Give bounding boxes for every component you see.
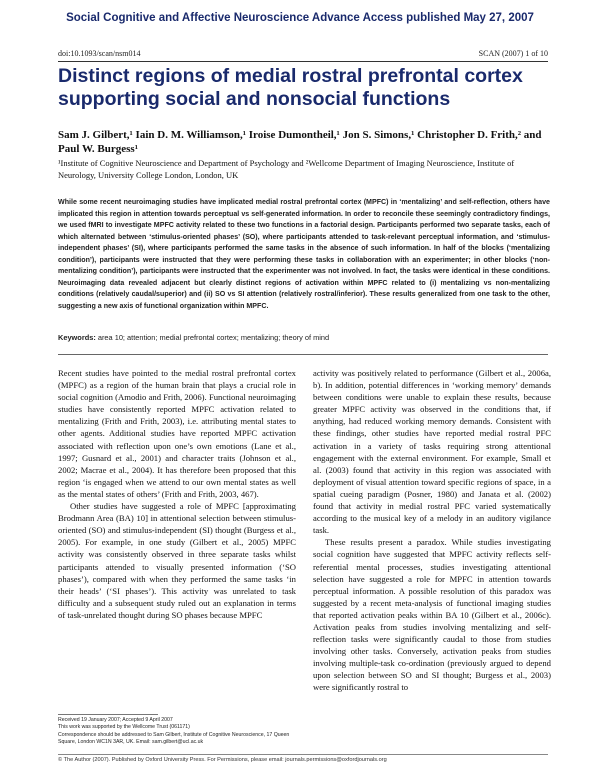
doi: doi:10.1093/scan/nsm014: [58, 49, 141, 58]
body-column-left: [58, 367, 296, 773]
correspondence: Correspondence should be addressed to Sam Gilbert, Institute of Cognitive Neuroscience, 17 Queen Square, London WC1N 3AR, UK. Email: sam.gilbert@ucl.ac.uk: [58, 731, 290, 746]
article-title: Distinct regions of medial rostral prefrontal cortex supporting social and nonsocial functions: [58, 65, 523, 110]
paragraph: Recent studies have pointed to the medial rostral prefrontal cortex (MPFC) as a region of the human brain that plays a crucial role in social cognition (Amodio and Frith, 2006). Functional neuroimaging studies have consistently reported MPFC activation related to mentalizing (Frith and Frith, 2003), i.e. attributing mental states to other agents. Additional studies have reported MPFC activation associated with reflection upon one’s own emotions (Lane et al., 1997; Gusnard et al., 2001) and character traits (Johnson et al., 2002; Macrae et al., 2004). It has therefore been proposed that this region ‘is engaged when we attend to our own mental states as well as the mental states of others’ (Frith and Frith, 2003, 467).: [58, 368, 296, 499]
header-rule: [58, 61, 548, 62]
keywords-label: Keywords:: [58, 333, 96, 342]
footer-rule: [58, 754, 548, 755]
paragraph: Other studies have suggested a role of MPFC [approximating Brodmann Area (BA) 10] in attentional selection between stimulus-oriented (SO) and stimulus-independent (SI) thought (Burgess et al., 2005). For example, in one study (Gilbert et al., 2005) MPFC activity was consistently observed in three separate tasks whilst participants attended to visually presented information (‘SO phases’), compared with when they performed the same tasks ‘in their heads’ (‘SI phases’). This activity was unrelated to task difficulty and a subsequent study ruled out an explanation in terms of task-unrelated thought during SO phases because MPFC: [58, 501, 296, 620]
keywords-list: area 10; attention; medial prefrontal cortex; mentalizing; theory of mind: [97, 333, 330, 342]
copyright-notice: © The Author (2007). Published by Oxford University Press. For Permissions, please email: journals.permissions@oxfordjournals.org: [58, 757, 387, 763]
keywords: [58, 333, 550, 343]
received-date: Received 19 January 2007; Accepted 9 April 2007: [58, 717, 173, 723]
keywords-rule: [58, 354, 548, 355]
footnotes: [58, 717, 296, 747]
journal-page-info: SCAN (2007) 1 of 10: [478, 49, 548, 58]
paragraph: These results present a paradox. While studies investigating social cognition have suggested that MPFC activity reflects self-referential mental processes, studies investigating attentional selection have suggested a role for MPFC in attention towards perceptual information. A possible resolution of this paradox was suggested by a recent meta-analysis of functional imaging studies that reported activation peaks within BA 10 (Gilbert et al., 2006c). Activation peaks from studies involving mentalizing and self-reflection tasks were significantly caudal to those from studies involving other tasks. Conversely, activation peaks from studies involving multiple-task co-ordination (previously argued to depend upon selection between SO and SI thought; Burgess et al., 2003) were significantly rostral to: [313, 537, 551, 693]
journal-banner: Social Cognitive and Affective Neuroscience Advance Access published May 27, 2007: [66, 12, 534, 24]
funding-note: This work was supported by the Wellcome Trust (061171): [58, 724, 190, 731]
body-column-right: [313, 367, 551, 694]
abstract: While some recent neuroimaging studies have implicated medial rostral prefrontal cortex (MPFC) in ‘mentalizing’ and self-reflection, others have implicated this region in attention towards perceptual vs self-generated information. In order to reconcile these seemingly contradictory findings, we used fMRI to investigate MPFC activity related to these two functions in a factorial design. Participants performed two separate tasks, each of which alternated between ‘stimulus-oriented phases’ (SO), where participants attended to task-relevant perceptual information, and ‘stimulus-independent phases’ (SI), where participants performed the same tasks in the absence of such information. In half of the blocks (‘mentalizing condition’), participants were instructed that they were performing these tasks in collaboration with an experimenter; in other blocks (‘non-mentalizing condition’), participants were instructed that the experimenter was not involved. In fact, the tasks were identical in these conditions. Neuroimaging data revealed adjacent but clearly distinct regions of activation within MPFC related to (i) mentalizing vs non-mentalizing conditions (relatively caudal/superior) and (ii) SO vs SI attention (relatively rostral/inferior). These results generalized from one task to the other, suggesting a new axis of functional organization within MPFC.: [58, 198, 550, 310]
paragraph: activity was positively related to performance (Gilbert et al., 2006a, b). In addition, potential differences in ‘working memory’ demands between conditions were unable to explain these results, because greater MPFC activity was observed in the conditions that, if anything, had reduced working memory demands. Consistent with these findings, other studies have reported medial rostral PFC activation in a variety of tasks requiring strong attentional engagement with the external environment. For example, Small et al. (2003) found that activity in this region was associated with deployment of visual attention toward specific regions of space, in a spatial cueing paradigm (Posner, 1980) and Janata et al. (2002) found that activity in medial rostral PFC varied systematically according to the musical key of a melody in an auditory vigilance task.: [313, 368, 551, 536]
author-list: Sam J. Gilbert,¹ Iain D. M. Williamson,¹ Iroise Dumontheil,¹ Jon S. Simons,¹ Christopher D. Frith,² and Paul W. Burgess¹: [58, 129, 542, 155]
affiliations: ¹Institute of Cognitive Neuroscience and Department of Psychology and ²Wellcome Department of Imaging Neuroscience, Institute of Neurology, University College London, London, UK: [58, 158, 515, 180]
footnote-rule: [58, 714, 158, 715]
